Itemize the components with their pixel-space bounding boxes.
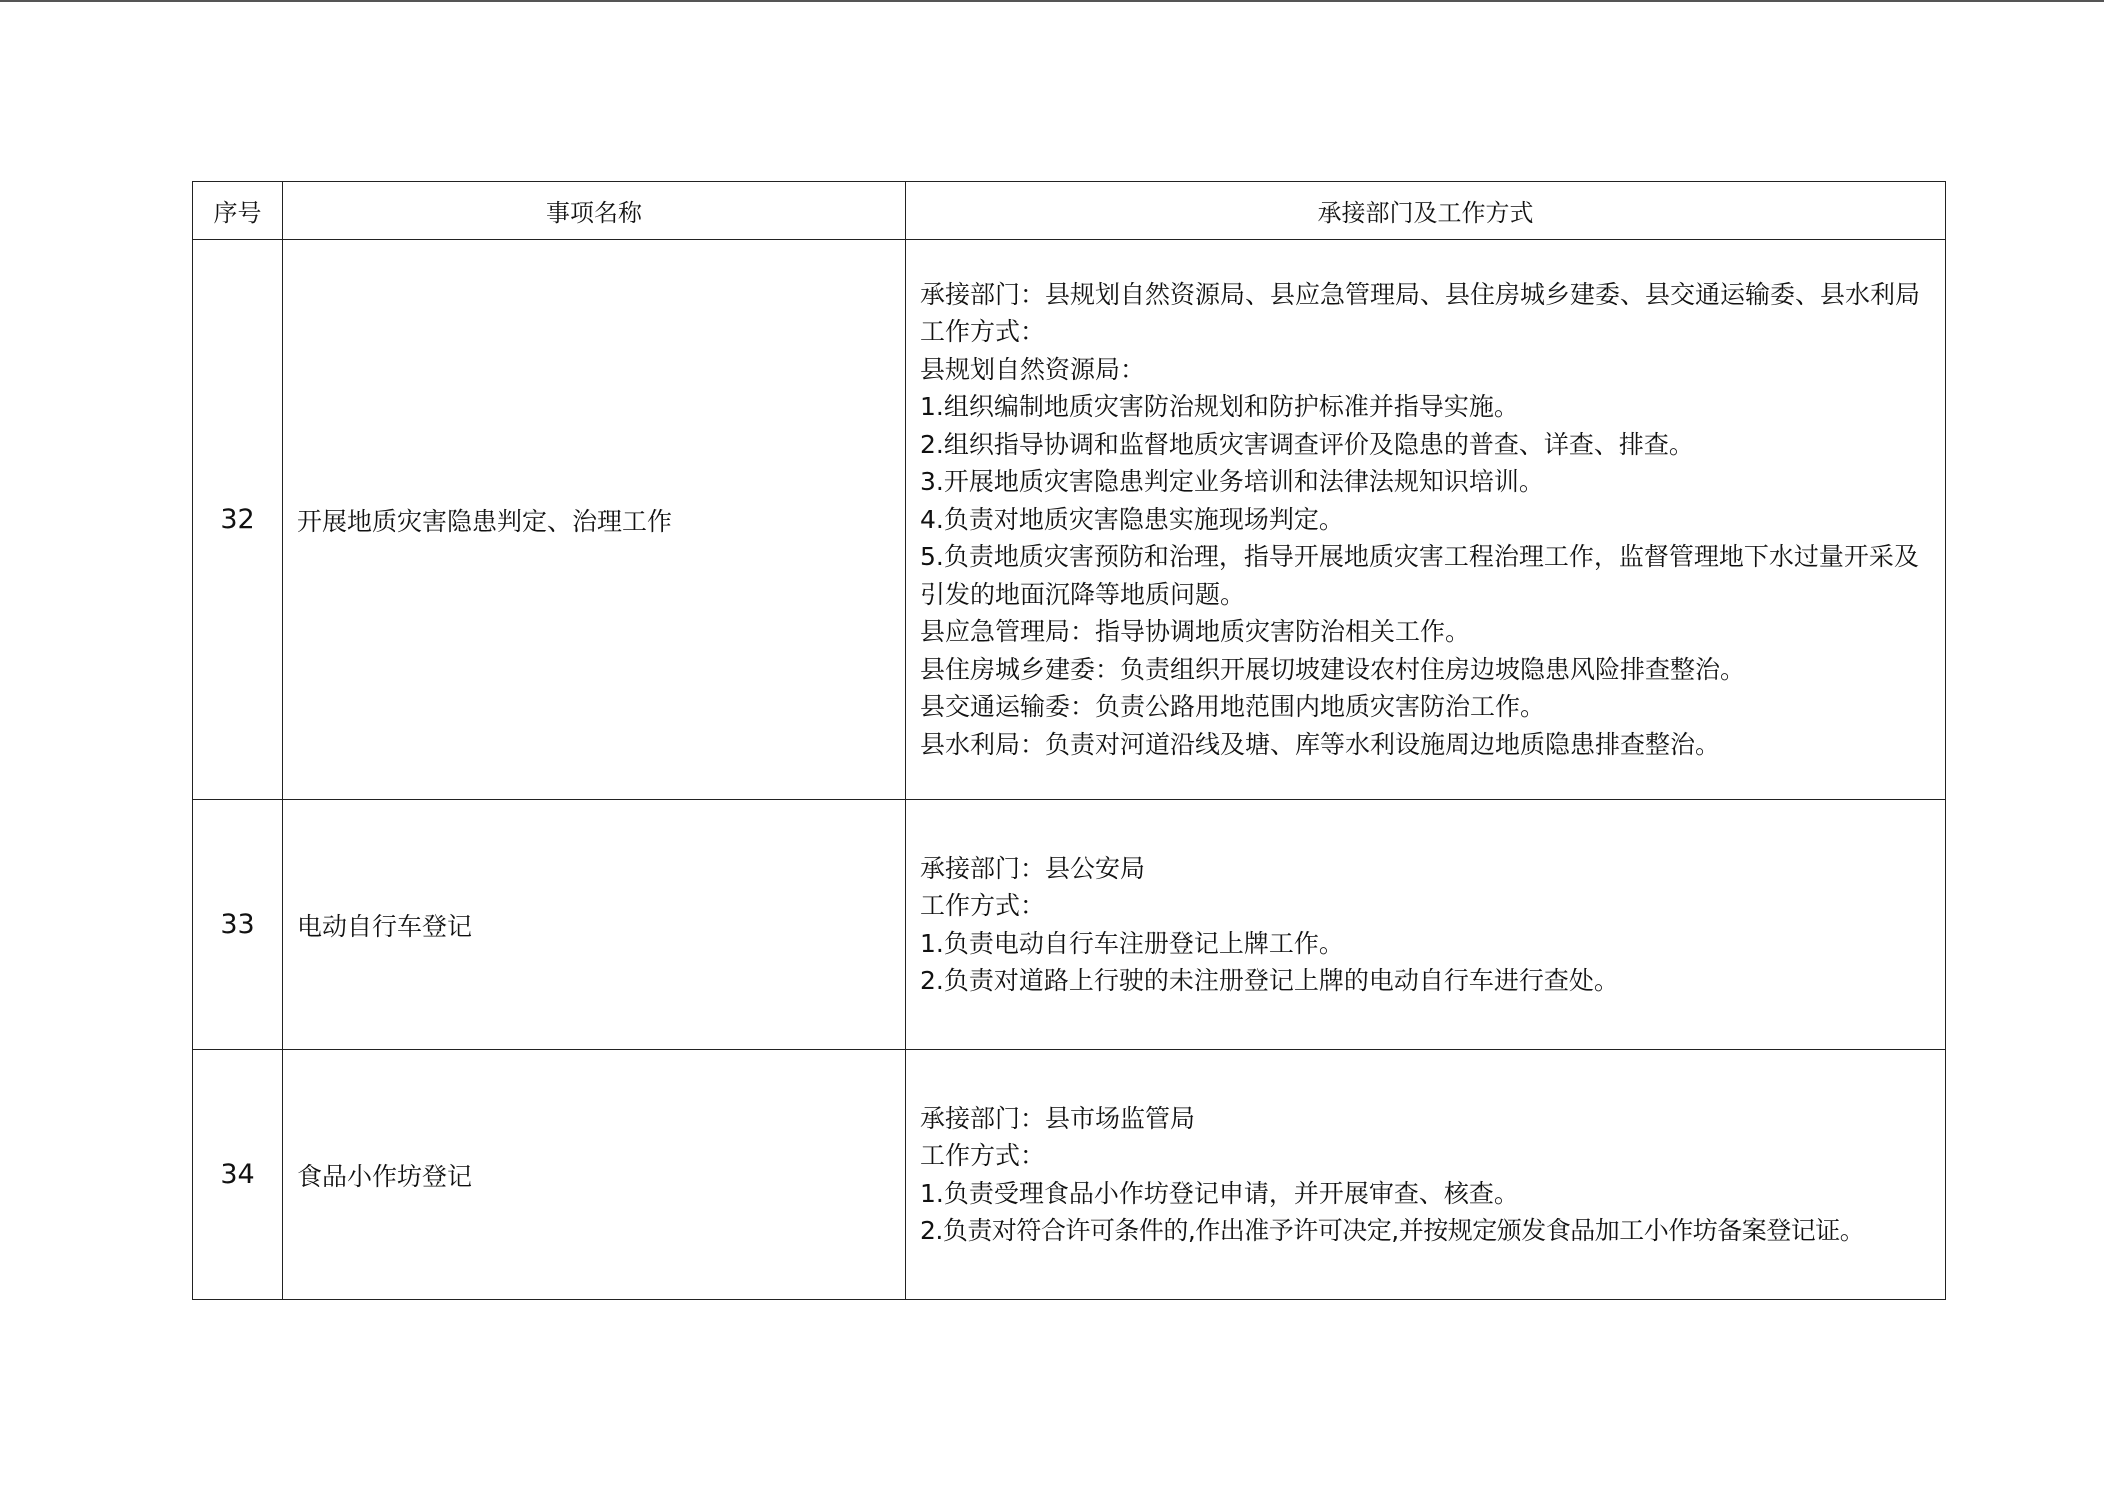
dept-line: 县交通运输委：负责公路用地范围内地质灾害防治工作。 [920,692,1546,722]
dept-line: 4.负责对地质灾害隐患实施现场判定。 [920,504,1344,534]
row-item-name: 食品小作坊登记 [283,1050,906,1300]
matters-table [192,181,1946,1300]
table-row [193,240,1946,800]
row-serial-number: 33 [193,800,283,1050]
dept-line: 1.组织编制地质灾害防治规划和防护标准并指导实施。 [920,392,1519,422]
dept-line: 2.组织指导协调和监督地质灾害调查评价及隐患的普查、详查、排查。 [920,429,1694,459]
table-row [193,1050,1946,1300]
dept-line: 县住房城乡建委：负责组织开展切坡建设农村住房边坡隐患风险排查整治。 [920,654,1746,684]
dept-line: 承接部门：县规划自然资源局、县应急管理局、县住房城乡建委、县交通运输委、县水利局 [920,279,1921,309]
dept-line: 工作方式： [920,1141,1046,1170]
dept-line: 2.负责对符合许可条件的,作出准予许可决定,并按规定颁发食品加工小作坊备案登记证。 [920,1216,1865,1245]
table-row [193,800,1946,1050]
dept-line: 县规划自然资源局： [920,354,1146,384]
row-serial-number: 32 [193,240,283,800]
header-department-and-method: 承接部门及工作方式 [906,182,1946,240]
page-top-rule [0,0,2104,2]
dept-line: 2.负责对道路上行驶的未注册登记上牌的电动自行车进行查处。 [920,966,1619,995]
row-department-and-method [906,1050,1946,1300]
dept-line: 工作方式： [920,891,1046,920]
row-department-and-method [906,240,1946,800]
dept-line: 工作方式： [920,317,1046,347]
dept-line: 承接部门：县公安局 [920,853,1146,883]
dept-line: 3.开展地质灾害隐患判定业务培训和法律法规知识培训。 [920,467,1544,497]
header-serial-number: 序号 [193,182,283,240]
row-department-and-method [906,800,1946,1050]
row-serial-number: 34 [193,1050,283,1300]
dept-line: 县水利局：负责对河道沿线及塘、库等水利设施周边地质隐患排查整治。 [920,729,1721,759]
dept-line: 1.负责电动自行车注册登记上牌工作。 [920,928,1344,958]
dept-line: 1.负责受理食品小作坊登记申请，并开展审查、核查。 [920,1178,1519,1208]
dept-line: 县应急管理局：指导协调地质灾害防治相关工作。 [920,617,1471,647]
header-item-name: 事项名称 [283,182,906,240]
row-item-name: 开展地质灾害隐患判定、治理工作 [283,240,906,800]
table-header-row [193,182,1946,240]
dept-line: 5.负责地质灾害预防和治理，指导开展地质灾害工程治理工作，监督管理地下水过量开采及引发的地面沉降等地质问题。 [920,542,1919,609]
dept-line: 承接部门：县市场监管局 [920,1103,1196,1133]
row-item-name: 电动自行车登记 [283,800,906,1050]
